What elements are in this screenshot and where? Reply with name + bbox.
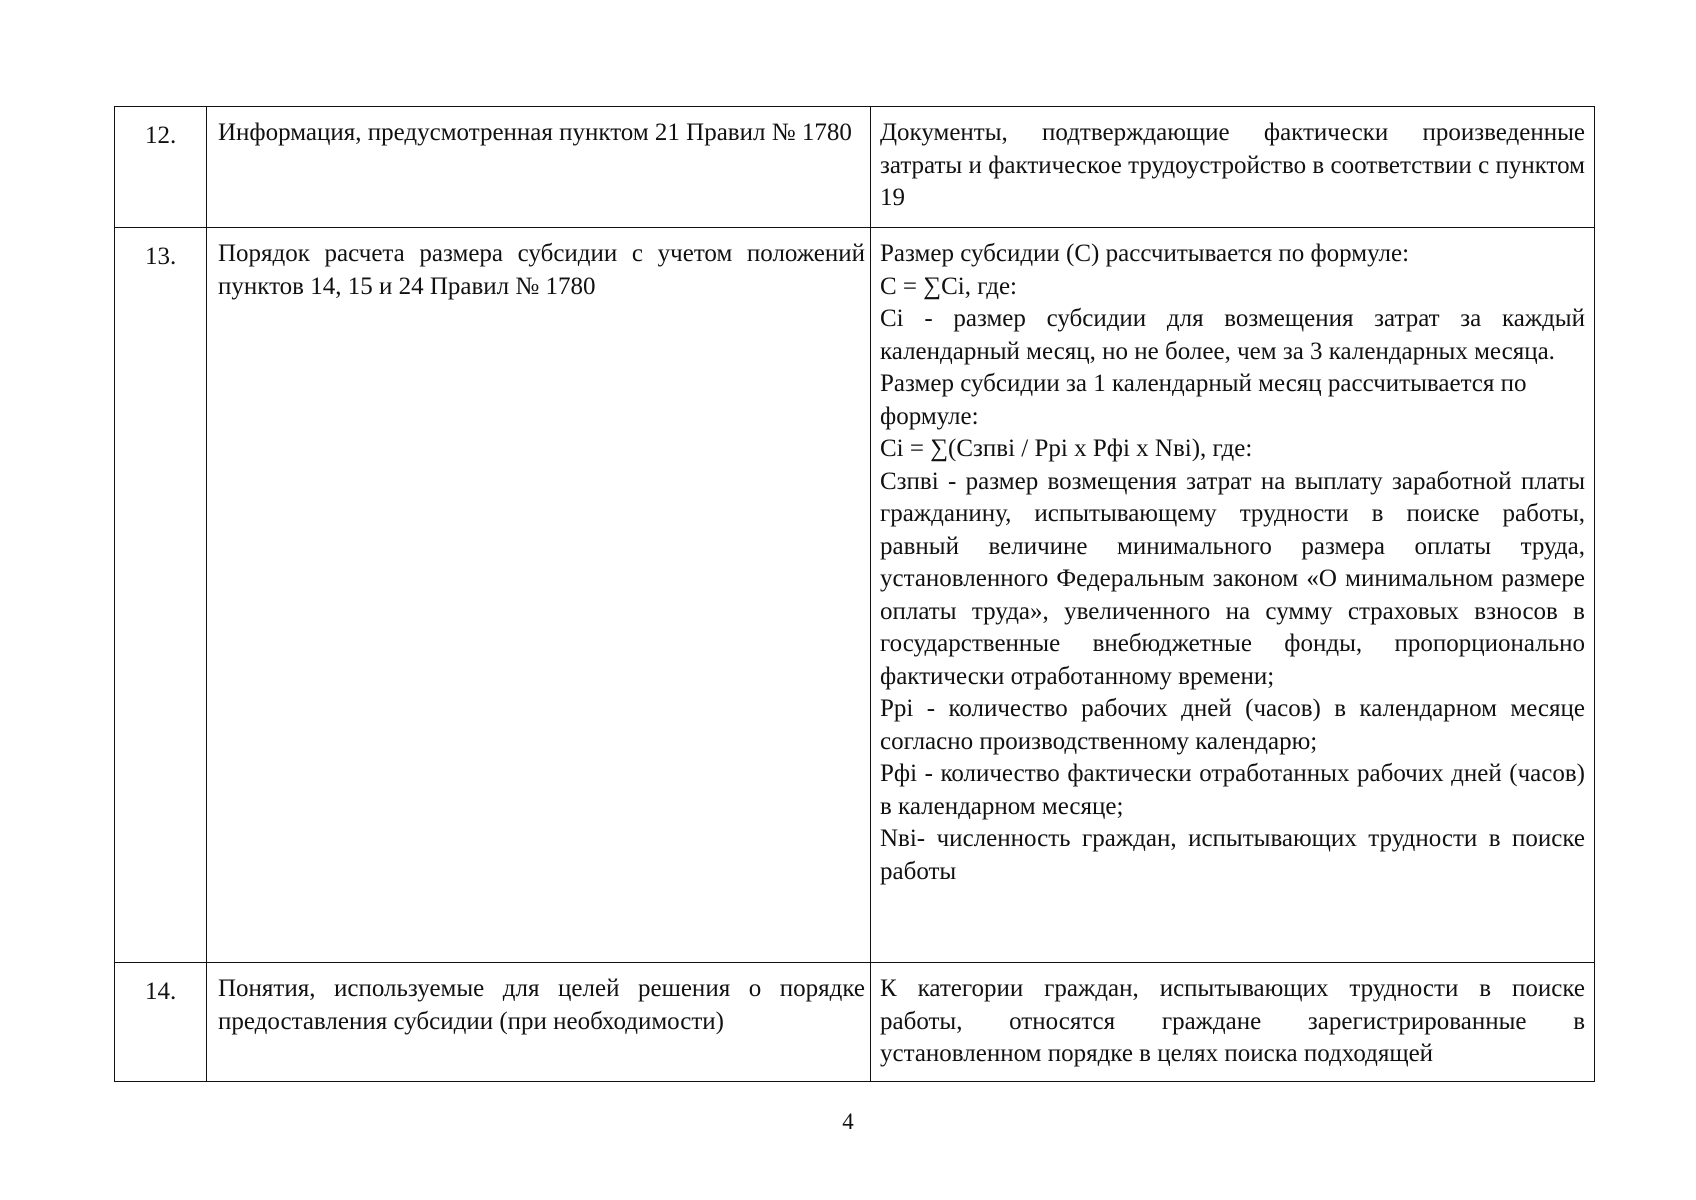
subject-cell — [207, 107, 871, 228]
row-subject: Порядок расчета размера субсидии с учетом положений пунктов 14, 15 и 24 Правил № 1780 — [218, 240, 865, 300]
content-paragraph: Размер субсидии (С) рассчитывается по формуле: — [880, 240, 1410, 267]
content-paragraph: Nвi- численность граждан, испытывающих трудности в поиске работы — [880, 825, 1585, 885]
content-paragraph: Рpi - количество рабочих дней (часов) в календарном месяце согласно производственному календарю; — [880, 695, 1585, 755]
content-cell — [871, 963, 1595, 1082]
subject-cell — [207, 228, 871, 963]
content-paragraph: К категории граждан, испытывающих трудности в поиске работы, относятся граждане зарегистрированные в установленном порядке в целях поиска подходящей — [880, 975, 1585, 1067]
subject-cell — [207, 963, 871, 1082]
row-subject: Понятия, используемые для целей решения о порядке предоставления субсидии (при необходимости) — [218, 975, 865, 1035]
row-subject: Информация, предусмотренная пунктом 21 Правил № 1780 — [218, 119, 852, 146]
table-row — [115, 228, 1595, 963]
table-row — [115, 107, 1595, 228]
content-cell — [871, 107, 1595, 228]
page-number: 4 — [842, 1109, 854, 1134]
content-paragraph: Сi - размер субсидии для возмещения затрат за каждый календарный месяц, но не более, чем за 3 календарных месяца. — [880, 305, 1585, 365]
formula-total: С = ∑Сi, где: — [880, 272, 1017, 300]
formula-monthly: Сi = ∑(Сзпвi / Рpi х Рфi х Nвi), где: — [880, 435, 1253, 462]
document-table — [114, 106, 1595, 1082]
row-number-cell — [115, 963, 207, 1082]
content-paragraph: Документы, подтверждающие фактически произведенные затраты и фактическое трудоустройство в соответствии с пунктом 19 — [880, 119, 1585, 211]
content-paragraph: Рфi - количество фактически отработанных рабочих дней (часов) в календарном месяце; — [880, 760, 1585, 820]
table-row — [115, 963, 1595, 1082]
content-paragraph: Размер субсидии за 1 календарный месяц рассчитывается по формуле: — [880, 370, 1527, 430]
row-number: 12. — [145, 122, 177, 149]
content-paragraph: Сзпвi - размер возмещения затрат на выплату заработной платы гражданину, испытывающему трудности в поиске работы, равный величине минимального размера оплаты труда, установленного Федеральным законом «О минимальном размере оплаты труда», увеличенного на сумму страховых взносов в государственные внебюджетные фонды, пропорционально фактически отработанному времени; — [880, 467, 1585, 690]
row-number-cell — [115, 107, 207, 228]
content-cell — [871, 228, 1595, 963]
row-number-cell — [115, 228, 207, 963]
row-number: 13. — [145, 243, 177, 270]
row-number: 14. — [145, 978, 177, 1005]
